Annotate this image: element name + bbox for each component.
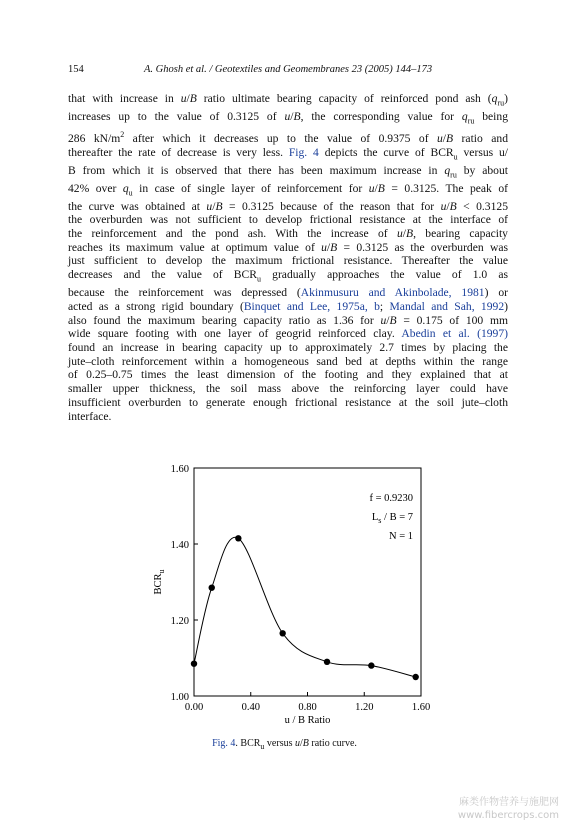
figure-caption: Fig. 4. $BCR_u$ versus u/B ratio curve. — [212, 738, 357, 751]
watermark-line-2: www.fibercrops.com — [457, 810, 559, 821]
body-line: insufficient overburden to generate enough frictional resistance at the soil jute–cloth — [68, 395, 508, 409]
data-point — [324, 659, 330, 665]
page-number: 154 — [68, 64, 84, 75]
y-tick-label: 1.60 — [170, 464, 189, 475]
data-point — [412, 674, 418, 680]
citation-link[interactable]: Binquet and Lee, 1975a, b — [243, 299, 380, 313]
x-tick-label: 0.00 — [184, 702, 204, 713]
data-point — [368, 662, 374, 668]
body-line: jute–cloth reinforcement within a homogeneous sand bed at depths within the range — [68, 354, 508, 368]
bcr-chart — [150, 458, 450, 758]
body-line: interface. — [68, 409, 112, 423]
body-line: acted as a strong rigid boundary (Binquet and Lee, 1975a, b; Mandal and Sah, 1992) — [68, 299, 508, 313]
body-line: B from which it is observed that there has been maximum increase in $q_{ru}$ by about — [68, 163, 508, 179]
body-line: thereafter the rate of decrease is very less. Fig. 4 depicts the curve of $BCR_u$ versus u/ — [68, 145, 508, 161]
citation-link[interactable]: Mandal and Sah, 1992 — [389, 299, 505, 313]
y-tick-label: 1.00 — [170, 692, 189, 703]
body-line: 286 $kN/m^2$ after which it decreases up to the value of 0.9375 of u/B ratio and — [68, 130, 508, 145]
body-line: wide square footing with one layer of geogrid reinforced clay. Abedin et al. (1997) — [68, 327, 508, 341]
data-point — [209, 585, 215, 591]
body-line: because the reinforcement was depressed (Akinmusuru and Akinbolade, 1981) or — [68, 286, 508, 300]
body-line: just sufficient to develop the maximum frictional resistance. Thereafter the value — [68, 254, 508, 268]
x-tick-label: 0.80 — [298, 702, 317, 713]
annotation-f: f = 0.9230 — [369, 493, 413, 504]
citation-link[interactable]: Fig. 4 — [212, 738, 236, 749]
watermark-line-1: 麻类作物营养与施肥网 — [459, 797, 559, 808]
x-tick-label: 1.60 — [411, 702, 431, 713]
data-point — [235, 535, 241, 541]
body-line: reaches its maximum value at optimum value of u/B = 0.3125 as the overburden was — [68, 240, 508, 254]
annotation-n: N = 1 — [388, 531, 413, 542]
data-point — [191, 661, 197, 667]
x-axis-label: u / B Ratio — [284, 715, 331, 726]
citation-link[interactable]: Fig. 4 — [288, 145, 319, 159]
body-line: of 0.25–0.75 times the least dimension of the footing and they explained that at — [68, 368, 508, 382]
y-tick-label: 1.20 — [170, 616, 189, 627]
x-tick-label: 1.20 — [355, 702, 374, 713]
body-line: the curve was obtained at u/B = 0.3125 because of the reason that for u/B < 0.3125 — [68, 199, 508, 213]
body-paragraph — [68, 92, 508, 423]
citation-link[interactable]: Akinmusuru and Akinbolade, 1981 — [300, 286, 485, 300]
running-head: A. Ghosh et al. / Geotextiles and Geomembranes 23 (2005) 144–173 — [144, 64, 433, 75]
y-tick-label: 1.40 — [170, 540, 189, 551]
body-line: increases up to the value of 0.3125 of u/B, the corresponding value for $q_{ru}$ being — [68, 110, 508, 126]
series-line — [194, 537, 416, 677]
body-line: decreases and the value of $BCR_u$ gradually approaches the value of 1.0 as — [68, 268, 508, 284]
body-line: that with increase in u/B ratio ultimate bearing capacity of reinforced pond ash $(q_{ru})$ — [68, 92, 508, 108]
body-line: also found the maximum bearing capacity ratio as 1.36 for u/B = 0.175 of 100 mm — [68, 313, 509, 327]
data-point — [279, 630, 285, 636]
body-line: smaller upper thickness, the soil mass above the reinforcing layer could have — [68, 382, 508, 396]
citation-link[interactable]: Abedin et al. (1997) — [401, 327, 508, 341]
body-line: found an increase in bearing capacity up to approximately 2.7 times by placing the — [68, 340, 508, 354]
y-axis-label: $BCR_u$ — [153, 569, 166, 595]
body-line: the overburden was not sufficient to develop frictional resistance at the interface of — [68, 213, 508, 227]
body-line: the reinforcement and the pond ash. With the increase of u/B, bearing capacity — [68, 227, 508, 241]
x-tick-label: 0.40 — [241, 702, 260, 713]
annotation-ls-b: $L_s / B = 7$ — [371, 512, 413, 525]
figure-4 — [150, 458, 450, 758]
watermark — [458, 796, 559, 822]
body-line: 42% over $q_u$ in case of single layer of reinforcement for u/B = 0.3125. The peak of — [68, 181, 509, 197]
